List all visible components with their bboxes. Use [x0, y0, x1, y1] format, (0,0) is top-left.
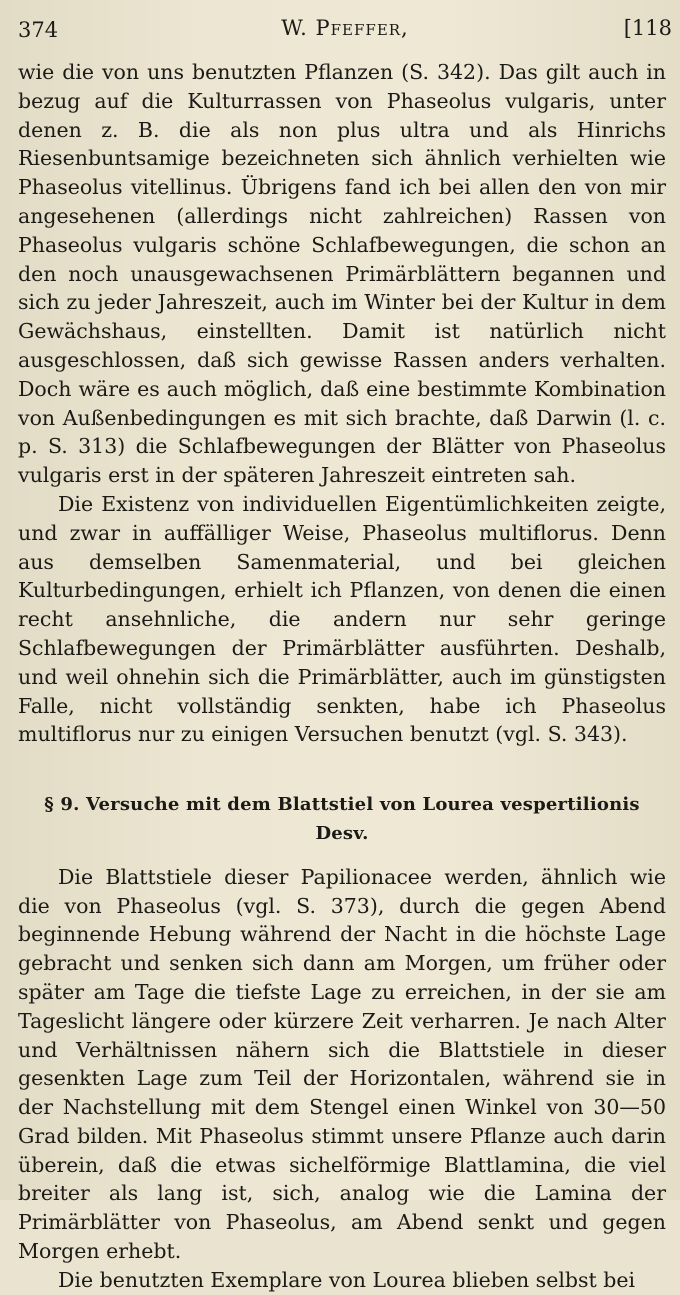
paragraph-individual-traits: Die Existenz von individuellen Eigentümlichkeiten zeigte, und zwar in auffälliger Weise, Phaseolus multiflorus. Denn aus demselben Samenmaterial, und bei gleichen Kulturbedingungen, erhielt ich Pflanzen, von denen die einen recht ansehnliche, die andern nur sehr geringe Schlafbewegungen der Primärblätter ausführten. Deshalb, und weil ohnehin sich die Primärblätter, auch im günstigsten Falle, nicht vollständig senkten, habe ich Phaseolus multiflorus nur zu einigen Versuchen benutzt (vgl. S. 343). — [18, 491, 666, 747]
paragraph-lourea-petioles: Die Blattstiele dieser Papilionacee werden, ähnlich wie die von Phaseolus (vgl. S. 373), durch die gegen Abend beginnende Hebung während der Nacht in die höchste Lage gebracht und senken sich dann am Morgen, um früher oder später am Tage die tiefste Lage zu erreichen, in der sie am Tageslicht längere oder kürzere Zeit verharren. Je nach Alter und Verhältnissen nähern sich die Blattstiele in dieser gesenkten Lage zum Teil der Horizontalen, während sie in der Nachstellung mit dem Stengel einen Winkel von 30—50 Grad bilden. Mit Phaseolus stimmt unsere Pflanze auch darin überein, daß die etwas sichelförmige Blattlamina, die viel breiter als lang ist, sich, analog wie die Lamina der Primärblätter von Phaseolus, am Abend senkt und gegen Morgen erhebt. — [18, 864, 666, 1264]
running-title: W. Pfeffer, — [281, 16, 409, 40]
body-text — [18, 58, 666, 1295]
section-heading: § 9. Versuche mit dem Blattstiel von Lourea vespertilionis Desv. — [44, 794, 640, 844]
page-header — [18, 16, 672, 46]
paragraph-continuation: wie die von uns benutzten Pflanzen (S. 342). Das gilt auch in bezug auf die Kulturrassen von Phaseolus vulgaris, unter denen z. B. die als non plus ultra und als Hinrichs Riesenbuntsamige bezeichneten sich ähnlich verhielten wie Phaseolus vitellinus. Übrigens fand ich bei allen den von mir angesehenen (allerdings nicht zahlreichen) Rassen von Phaseolus vulgaris schöne Schlafbewegungen, die schon an den noch unausgewachsenen Primärblättern begannen und sich zu jeder Jahreszeit, auch im Winter bei der Kultur in dem Gewächshaus, einstellten. Damit ist natürlich nicht ausgeschlossen, daß sich gewisse Rassen anders verhalten. Doch wäre es auch möglich, daß eine bestimmte Kombination von Außenbedingungen es mit sich brachte, daß Darwin (l. c. p. S. 313) die Schlafbewegungen der Blätter von Phaseolus vulgaris erst in der späteren Jahreszeit eintreten sah. — [18, 60, 666, 488]
page-number: 374 — [18, 18, 59, 42]
section-reference: [118 — [623, 16, 672, 40]
paragraph-lourea-specimens: Die benutzten Exemplare von Lourea blieben selbst bei — [58, 1267, 636, 1292]
